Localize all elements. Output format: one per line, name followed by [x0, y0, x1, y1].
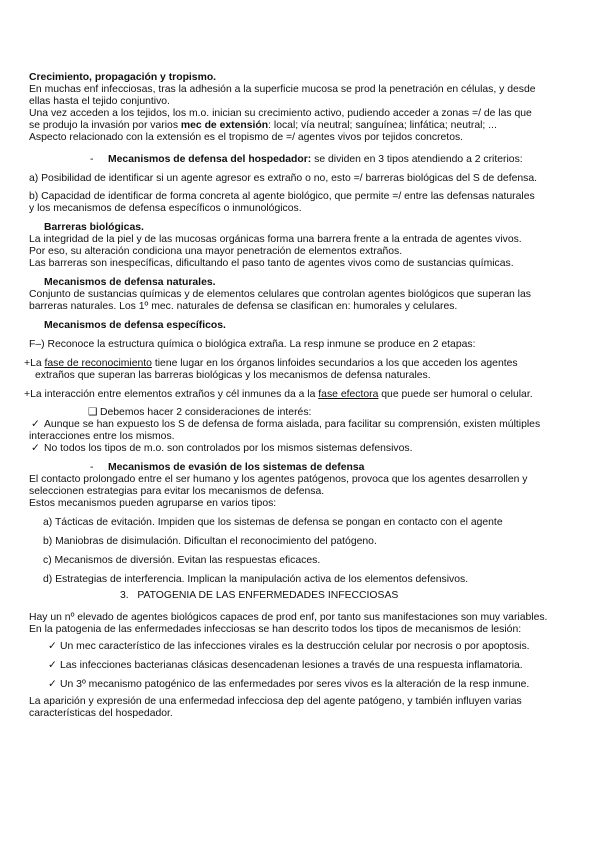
pathogenesis-line-3: La aparición y expresión de una enfermedad infecciosa dep del agente patógeno, y también influyen varias — [29, 696, 522, 707]
specific-f-line: F–) Reconoce la estructura química o biológica extraña. La resp inmune se produce en 2 etapas: — [29, 339, 476, 350]
pathogenesis-line-2: En la patogenia de las enfermedades infecciosas se han descrito todos los tipos de mecanismos de lesión: — [29, 624, 522, 635]
check-icon: ✓ — [31, 443, 40, 454]
recognition-phase-line-2: extraños que superan las barreras biológicas y los mecanismos de defensa naturales. — [35, 370, 431, 381]
growth-line-1: En muchas enf infecciosas, tras la adhesión a la superficie mucosa se prod la penetración en células, y desde — [29, 84, 536, 95]
host-criterion-b-1: b) Capacidad de identificar de forma concreta al agente biológico, que permite =/ entre las defensas naturales — [29, 191, 535, 202]
consideration-1-line-1: Aunque se han expuesto los S de defensa de forma aislada, para facilitar su comprensión, existen múltiples — [44, 419, 541, 430]
pathogenesis-point-3: Un 3º mecanismo patogénico de las enfermedades por seres vivos es la alteración de la resp inmune. — [60, 679, 530, 690]
pathogenesis-line-1: Hay un nº elevado de agentes biológicos capaces de prod enf, por tanto sus manifestaciones son muy variables. — [29, 612, 548, 623]
effector-phase-line — [24, 389, 533, 401]
evasion-item-c: c) Mecanismos de diversión. Evitan las respuestas eficaces. — [43, 555, 321, 566]
evasion-heading: Mecanismos de evasión de los sistemas de defensa — [108, 462, 365, 473]
host-criterion-b-2: y los mecanismos de defensa específicos o inmunológicos. — [29, 203, 302, 214]
host-heading-rest: se dividen en 3 tipos atendiendo a 2 criterios: — [311, 154, 523, 165]
specific-heading: Mecanismos de defensa específicos. — [44, 320, 226, 331]
check-icon: ✓ — [48, 641, 57, 652]
host-heading-line — [108, 154, 523, 166]
barriers-line-3: Las barreras son inespecíficas, dificultando el paso tanto de agentes vivos como de sustancias químicas. — [29, 258, 514, 269]
barriers-line-1: La integridad de la piel y de las mucosas orgánicas forma una barrera frente a la entrada de agentes vivos. — [29, 234, 522, 245]
recognition-phase-term: fase de reconocimiento — [44, 358, 152, 369]
recognition-phase-line-1 — [24, 358, 518, 370]
check-icon: ✓ — [48, 679, 57, 690]
evasion-line-3: Estos mecanismos pueden agruparse en varios tipos: — [29, 498, 277, 509]
pathogenesis-point-2: Las infecciones bacterianas clásicas desencadenan lesiones a través de una respuesta inflamatoria. — [60, 660, 523, 671]
growth-line-3: Una vez acceden a los tejidos, los m.o. inician su crecimiento activo, pudiendo acceder a zonas =/ de las que — [29, 108, 532, 119]
evasion-line-1: El contacto prolongado entre el ser humano y los agentes patógenos, provoca que los agentes desarrollen y — [29, 474, 528, 485]
pathogenesis-line-4: características del hospedador. — [29, 708, 173, 719]
effector-pre: +La interacción entre elementos extraños y cél inmunes da a la — [24, 389, 319, 400]
growth-line-4-pre: se produjo la invasión por varios — [29, 120, 181, 131]
check-icon: ✓ — [31, 419, 40, 430]
extension-mechanism-term: mec de extensión — [180, 120, 269, 131]
evasion-line-2: seleccionen estrategias para evitar los mecanismos de defensa. — [29, 486, 325, 497]
host-criterion-a: a) Posibilidad de identificar si un agente agresor es extraño o no, esto =/ barreras biológicas del S de defensa. — [29, 173, 538, 184]
effector-phase-term: fase efectora — [318, 389, 379, 400]
consideration-2: No todos los tipos de m.o. son controlados por los mismos sistemas defensivos. — [44, 443, 413, 454]
barriers-heading: Barreras biológicas. — [44, 222, 144, 233]
host-dash: - — [90, 154, 94, 165]
recognition-pre: +La — [24, 358, 45, 369]
considerations-line: Debemos hacer 2 consideraciones de interés: — [100, 407, 312, 418]
evasion-item-a: a) Tácticas de evitación. Impiden que los sistemas de defensa se pongan en contacto con el agente — [43, 517, 503, 528]
consideration-1-line-2: interacciones entre los mismos. — [29, 431, 175, 442]
natural-line-1: Conjunto de sustancias químicas y de elementos celulares que controlan agentes biológicos que superan las — [29, 289, 531, 300]
natural-heading: Mecanismos de defensa naturales. — [44, 277, 216, 288]
box-bullet-icon: ❑ — [88, 407, 98, 418]
growth-line-4-post: : local; vía neutral; sanguínea; linfática; neutral; ... — [268, 120, 497, 131]
growth-line-2: ellas hasta el tejido conjuntivo. — [29, 96, 170, 107]
natural-line-2: barreras naturales. Los 1º mec. naturales de defensa se clasifican en: humorales y celulares. — [29, 301, 458, 312]
recognition-post: tiene lugar en los órganos linfoides secundarios a los que acceden los agentes — [151, 358, 518, 369]
growth-heading: Crecimiento, propagación y tropismo. — [29, 72, 217, 83]
effector-post: que puede ser humoral o celular. — [378, 389, 533, 400]
evasion-item-d: d) Estrategias de interferencia. Implican la manipulación activa de los elementos defensivos. — [43, 574, 469, 585]
barriers-line-2: Por eso, su alteración condiciona una mayor penetración de elementos extraños. — [29, 246, 403, 257]
growth-line-4 — [29, 120, 497, 132]
check-icon: ✓ — [48, 660, 57, 671]
evasion-dash: - — [90, 462, 94, 473]
evasion-item-b: b) Maniobras de disimulación. Dificultan el reconocimiento del patógeno. — [43, 536, 377, 547]
host-heading: Mecanismos de defensa del hospedador: — [108, 154, 312, 165]
pathogenesis-point-1: Un mec característico de las infecciones virales es la destrucción celular por necrosis o por apoptosis. — [60, 641, 530, 652]
pathogenesis-heading: 3. PATOGENIA DE LAS ENFERMEDADES INFECCIOSAS — [120, 590, 399, 601]
growth-line-5: Aspecto relacionado con la extensión es el tropismo de =/ agentes vivos por tejidos concretos. — [29, 132, 464, 143]
